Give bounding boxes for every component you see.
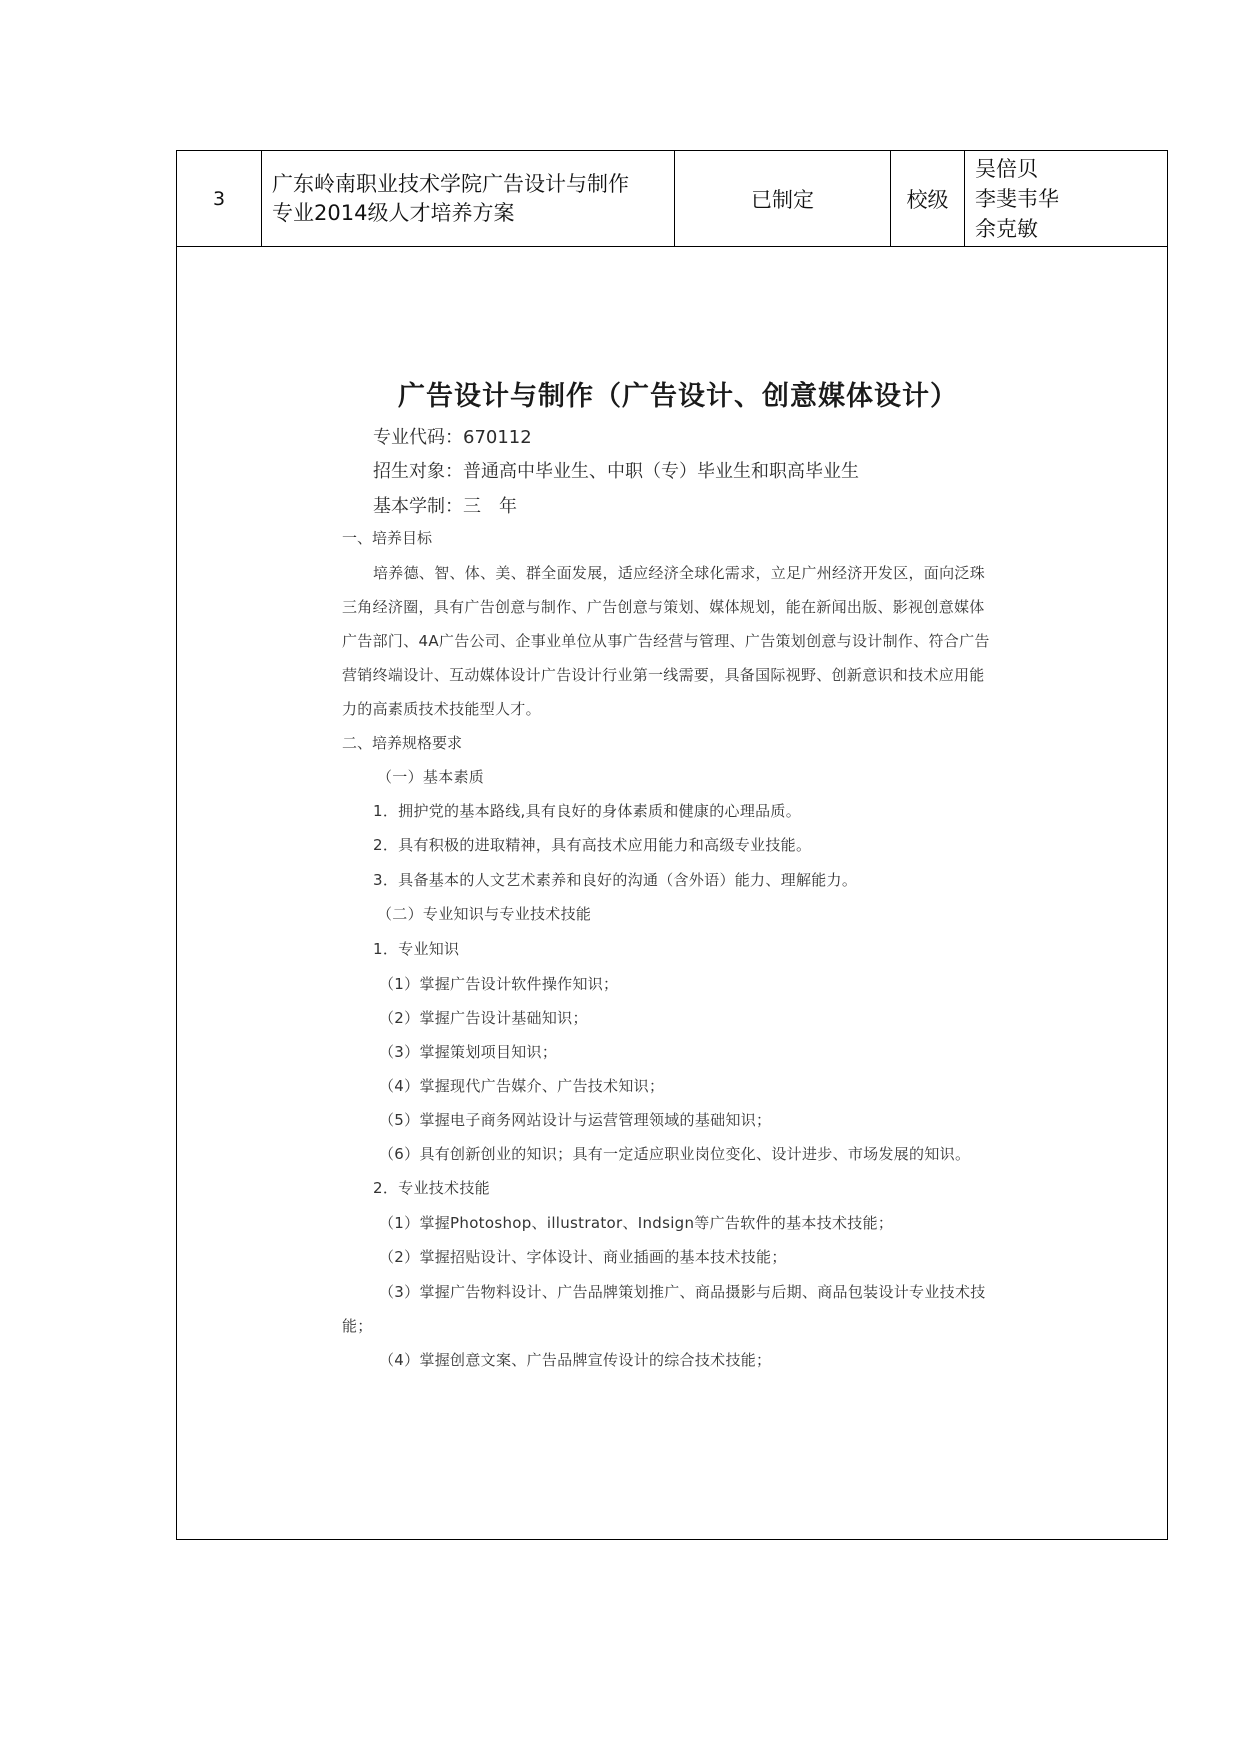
major-code: 专业代码：670112 [373,427,532,448]
list-item: （2）掌握招贴设计、字体设计、商业插画的基本技术技能； [379,1248,787,1266]
list-item: 2．具有积极的进取精神，具有高技术应用能力和高级专业技能。 [373,836,812,854]
list-item: 3．具备基本的人文艺术素养和良好的沟通（含外语）能力、理解能力。 [373,871,858,889]
section-heading: 一、培养目标 [342,529,433,547]
list-heading: 2．专业技术技能 [373,1179,490,1197]
person-name: 李斐韦华 [975,186,1059,211]
subsection-heading: （一）基本素质 [377,768,485,786]
row-number: 3 [177,151,262,246]
list-item-continuation: 能； [342,1317,373,1335]
document-title: 广告设计与制作（广告设计、创意媒体设计） [398,381,958,412]
list-item: （3）掌握广告物料设计、广告品牌策划推广、商品摄影与后期、商品包装设计专业技术技 [379,1283,986,1301]
list-item: （6）具有创新创业的知识；具有一定适应职业岗位变化、设计进步、市场发展的知识。 [379,1145,971,1163]
project-name-line: 广东岭南职业技术学院广告设计与制作 [272,171,629,196]
paragraph-line: 三角经济圈，具有广告创意与制作、广告创意与策划、媒体规划，能在新闻出版、影视创意媒体 [342,598,985,616]
list-item: （5）掌握电子商务网站设计与运营管理领域的基础知识； [379,1111,772,1129]
enrollment-target: 招生对象：普通高中毕业生、中职（专）毕业生和职高毕业生 [373,461,859,482]
list-item: 1．拥护党的基本路线,具有良好的身体素质和健康的心理品质。 [373,802,802,820]
project-name-line: 专业2014级人才培养方案 [272,200,515,225]
level-cell: 校级 [891,151,965,246]
list-item: （1）掌握Photoshop、illustrator、Indsign等广告软件的基本技术技能； [379,1214,894,1232]
study-duration: 基本学制：三 年 [373,496,517,517]
list-heading: 1．专业知识 [373,940,460,958]
list-item: （4）掌握创意文案、广告品牌宣传设计的综合技术技能； [379,1351,772,1369]
list-item: （3）掌握策划项目知识； [379,1043,558,1061]
list-item: （4）掌握现代广告媒介、广告技术知识； [379,1077,665,1095]
person-name: 吴倍贝 [975,156,1038,181]
paragraph-line: 广告部门、4A广告公司、企事业单位从事广告经营与管理、广告策划创意与设计制作、符合广告 [342,632,990,650]
section-heading: 二、培养规格要求 [342,734,463,752]
paragraph-line: 营销终端设计、互动媒体设计广告设计行业第一线需要，具备国际视野、创新意识和技术应用能 [342,666,985,684]
person-name: 余克敏 [975,216,1038,241]
subsection-heading: （二）专业知识与专业技术技能 [377,905,592,923]
paragraph-line: 培养德、智、体、美、群全面发展，适应经济全球化需求，立足广州经济开发区，面向泛珠 [373,564,986,582]
list-item: （2）掌握广告设计基础知识； [379,1009,588,1027]
list-item: （1）掌握广告设计软件操作知识； [379,975,619,993]
paragraph-line: 力的高素质技术技能型人才。 [342,700,541,718]
status-cell: 已制定 [675,151,891,246]
